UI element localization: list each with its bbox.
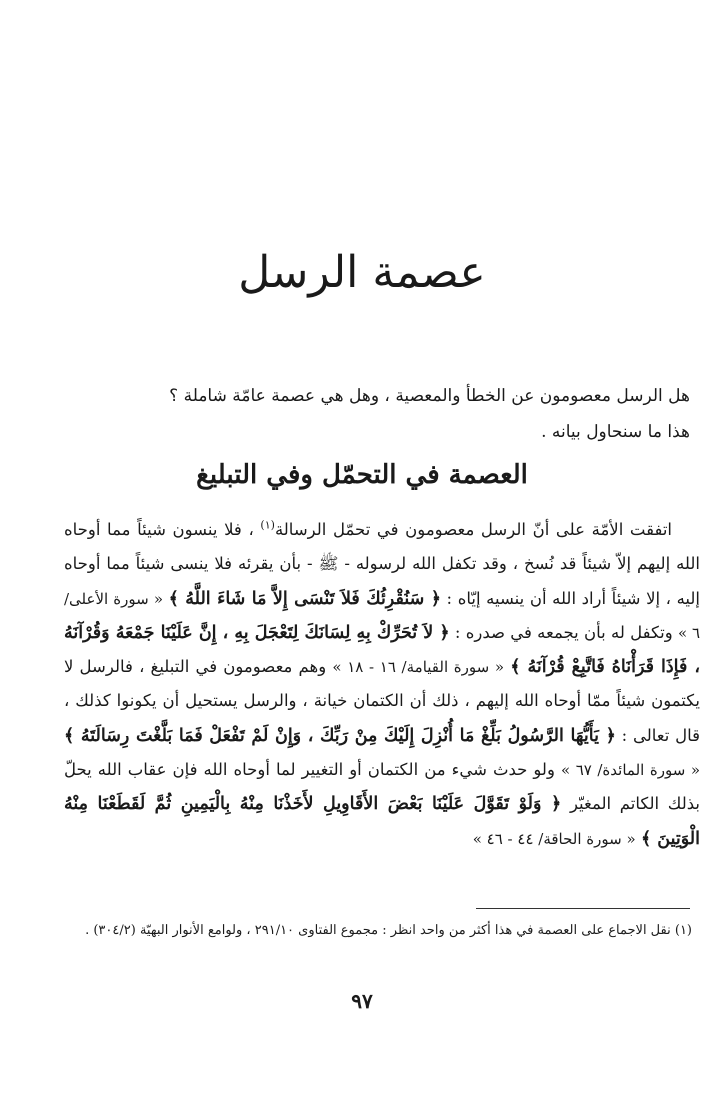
body-text-segment: وتكفل له بأن يجمعه في صدره : (454, 622, 673, 642)
verse-reference: « سورة الحاقة/ ٤٤ - ٤٦ » (472, 829, 636, 848)
body-text-segment: اتفقت الأمّة على أنّ الرسل معصومون في تحمّل الرسالة (274, 520, 672, 539)
footnote-divider (476, 908, 690, 909)
intro-line-1: هل الرسل معصومون عن الخطأ والمعصية ، وهل هي عصمة عامّة شاملة ؟ (169, 386, 690, 406)
footnote: (١) نقل الاجماع على العصمة في هذا أكثر من واحد انظر : مجموع الفتاوى ٢٩١/١٠ ، ولوامع الأنوار البهيّة (٣٠٤/٢) . (85, 923, 692, 938)
quran-verse: ﴿ وَلَوْ تَقَوَّلَ عَلَيْنَا بَعْضَ الأَقَاوِيلِ لأَخَذْنَا مِنْهُ بِالْيَمِينِ ثُمَّ لَقَطَعْنَا مِنْهُ الْوَتِينَ ﴾ (64, 794, 700, 849)
quran-verse: ﴿ يَأَيُّهَا الرَّسُولُ بَلِّغْ مَا أُنْزِلَ إِلَيْكَ مِنْ رَبِّكَ ، وَإِنْ لَمْ تَفْعَلْ فَمَا بَلَّغْتَ رِسَالَتَهُ ﴾ (64, 725, 616, 746)
verse-reference: « سورة القيامة/ ١٦ - ١٨ » (332, 658, 505, 677)
intro-line-2: هذا ما سنحاول بيانه . (541, 422, 690, 442)
chapter-title: عصمة الرسل (238, 247, 486, 298)
footnote-reference: (١) (260, 518, 275, 532)
body-text (64, 513, 700, 856)
intro-paragraph (74, 378, 690, 450)
body-paragraph (64, 513, 700, 856)
verse-reference: « سورة الأعلى/ ٦ » (64, 589, 701, 642)
verse-reference: « سورة المائدة/ ٦٧ » (560, 761, 700, 780)
section-heading: العصمة في التحمّل وفي التبليغ (196, 460, 528, 490)
quran-verse: ﴿ سَنُقْرِئُكَ فَلاَ تَنْسَى إِلاَّ مَا شَاءَ اللَّهُ ﴾ (168, 588, 441, 609)
body-text-segment: ولو حدث شيء من الكتمان أو التغيير لما أوحاه الله فإن عقاب الله يحلّ بذلك الكاتم المغيّر (64, 760, 700, 814)
page-number: ٩٧ (351, 989, 373, 1013)
body-text-segment: وهم معصومون في التبليغ ، فالرسل لا يكتمون شيئاً ممّا أوحاه الله إليهم ، ذلك أن الكتمان خيانة ، والرسل يستحيل أن يكونوا كذلك ، قال تعالى : (64, 657, 700, 745)
quran-verse: ﴿ لاَ تُحَرِّكْ بِهِ لِسَانَكَ لِتَعْجَلَ بِهِ ، إِنَّ عَلَيْنَا جَمْعَهُ وَقُرْآنَهُ ، فَإِذَا قَرَأْنَاهُ فَاتَّبِعْ قُرْآنَهُ ﴾ (64, 622, 701, 678)
body-text-segment: ، فلا ينسون شيئاً مما أوحاه الله إليهم إلاّ شيئاً قد نُسخ ، وقد تكفل الله لرسوله - ﷺ - بأن يقرئه فلا ينسى شيئاً مما أوحاه إليه ، إلا شيئاً أراد الله أن ينسيه إيّاه : (64, 520, 701, 608)
